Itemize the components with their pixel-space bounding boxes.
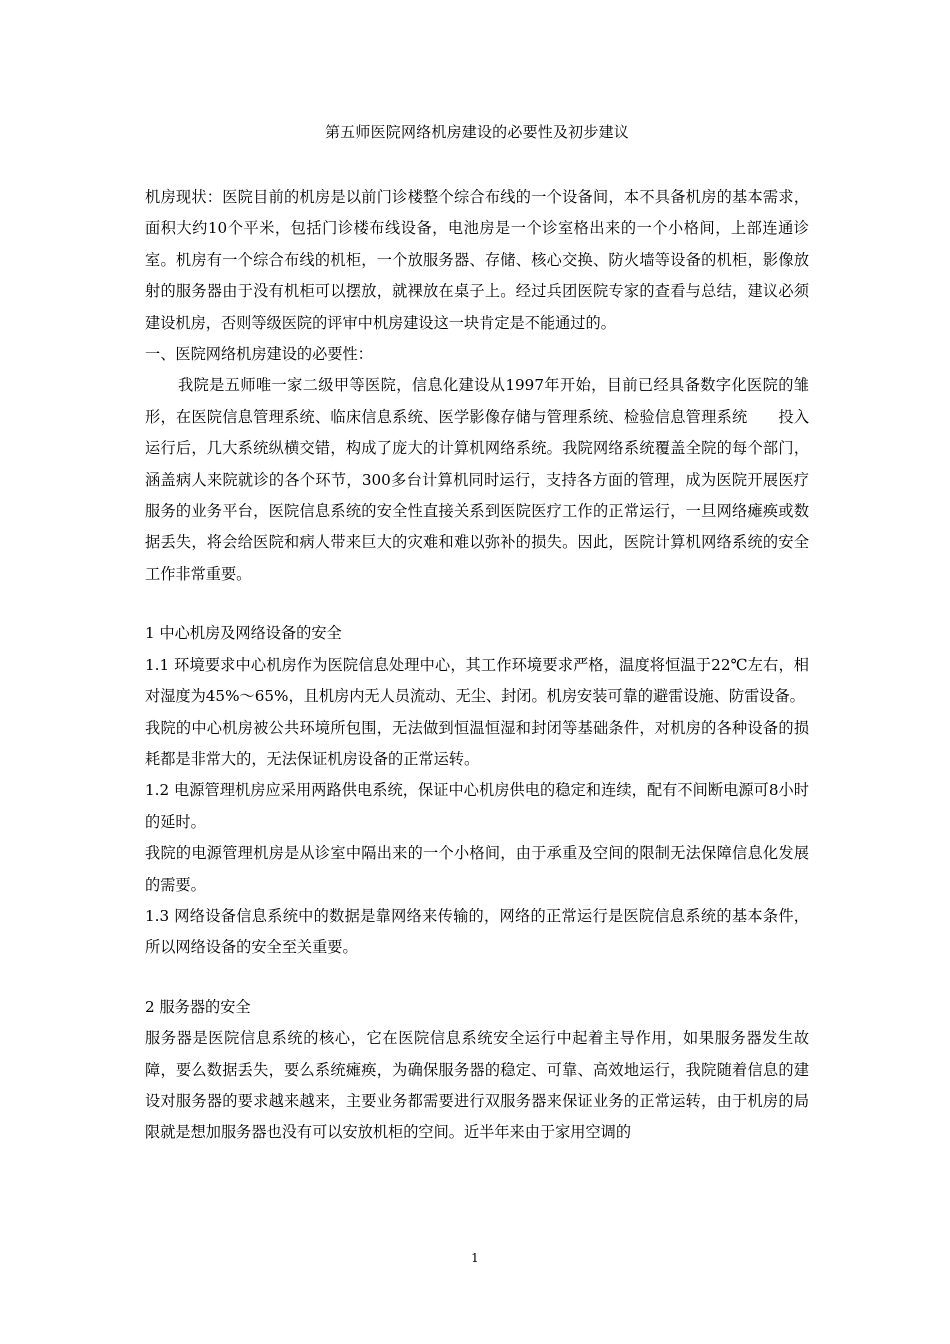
paragraph-1-1-note: 我院的中心机房被公共环境所包围，无法做到恒温恒湿和封闭等基础条件，对机房的各种设备的损耗都是非常大的，无法保证机房设备的正常运转。: [145, 718, 809, 768]
heading-server-security: 2 服务器的安全: [145, 997, 251, 1016]
section1-heading: 一、医院网络机房建设的必要性：: [145, 345, 373, 364]
section1-paragraph: 我院是五师唯一家二级甲等医院，信息化建设从1997年开始，目前已经具备数字化医院的雏形，在医院信息管理系统、临床信息系统、医学影像存储与管理系统、检验信息管理系统 投入运行后，几大系统纵横交错，构成了庞大的计算机网络系统。我院网络系统覆盖全院的每个部门，涵盖病人来院就诊的各个环节，300多台计算机同时运行，支持各方面的管理，成为医院开展医疗服务的业务平台，医院信息系统的安全性直接关系到医院医疗工作的正常运行，一旦网络瘫痪或数据丢失，将会给医院和病人带来巨大的灾难和难以弥补的损失。因此，医院计算机网络系统的安全工作非常重要。: [145, 376, 809, 583]
paragraph-1-1: 1.1 环境要求中心机房作为医院信息处理中心，其工作环境要求严格，温度将恒温于22℃左右，相对湿度为45%～65%，且机房内无人员流动、无尘、封闭。机房安装可靠的避雷设施、防雷设备。: [145, 655, 809, 706]
paragraph-1-2: 1.2 电源管理机房应采用两路供电系统，保证中心机房供电的稳定和连续，配有不间断电源可8小时的延时。: [145, 781, 809, 831]
status-paragraph: 机房现状：医院目前的机房是以前门诊楼整个综合布线的一个设备间，本不具备机房的基本需求，面积大约10个平米，包括门诊楼布线设备，电池房是一个诊室格出来的一个小格间，上部连通诊室。机房有一个综合布线的机柜，一个放服务器、存储、核心交换、防火墙等设备的机柜，影像放射的服务器由于没有机柜可以摆放，就裸放在桌子上。经过兵团医院专家的查看与总结，建议必须建设机房，否则等级医院的评审中机房建设这一块肯定是不能通过的。: [145, 188, 809, 332]
heading-center-room: 1 中心机房及网络设备的安全: [145, 624, 342, 643]
paragraph-1-3: 1.3 网络设备信息系统中的数据是靠网络来传输的，网络的正常运行是医院信息系统的基本条件，所以网络设备的安全至关重要。: [145, 906, 809, 957]
paragraph-2: 服务器是医院信息系统的核心，它在医院信息系统安全运行中起着主导作用，如果服务器发生故障，要么数据丢失，要么系统瘫痪，为确保服务器的稳定、可靠、高效地运行，我院随着信息的建设对服务器的要求越来越来，主要业务都需要进行双服务器来保证业务的正常运转，由于机房的局限就是想加服务器也没有可以安放机柜的空间。近半年来由于家用空调的: [145, 1029, 809, 1142]
section-spacer: [145, 964, 809, 992]
section-spacer: [145, 590, 809, 618]
paragraph-1-2-note: 我院的电源管理机房是从诊室中隔出来的一个小格间，由于承重及空间的限制无法保障信息化发展的需要。: [145, 844, 809, 894]
document-page: [145, 122, 809, 1149]
document-title: 第五师医院网络机房建设的必要性及初步建议: [324, 123, 629, 141]
page-number: 1: [471, 1251, 479, 1265]
